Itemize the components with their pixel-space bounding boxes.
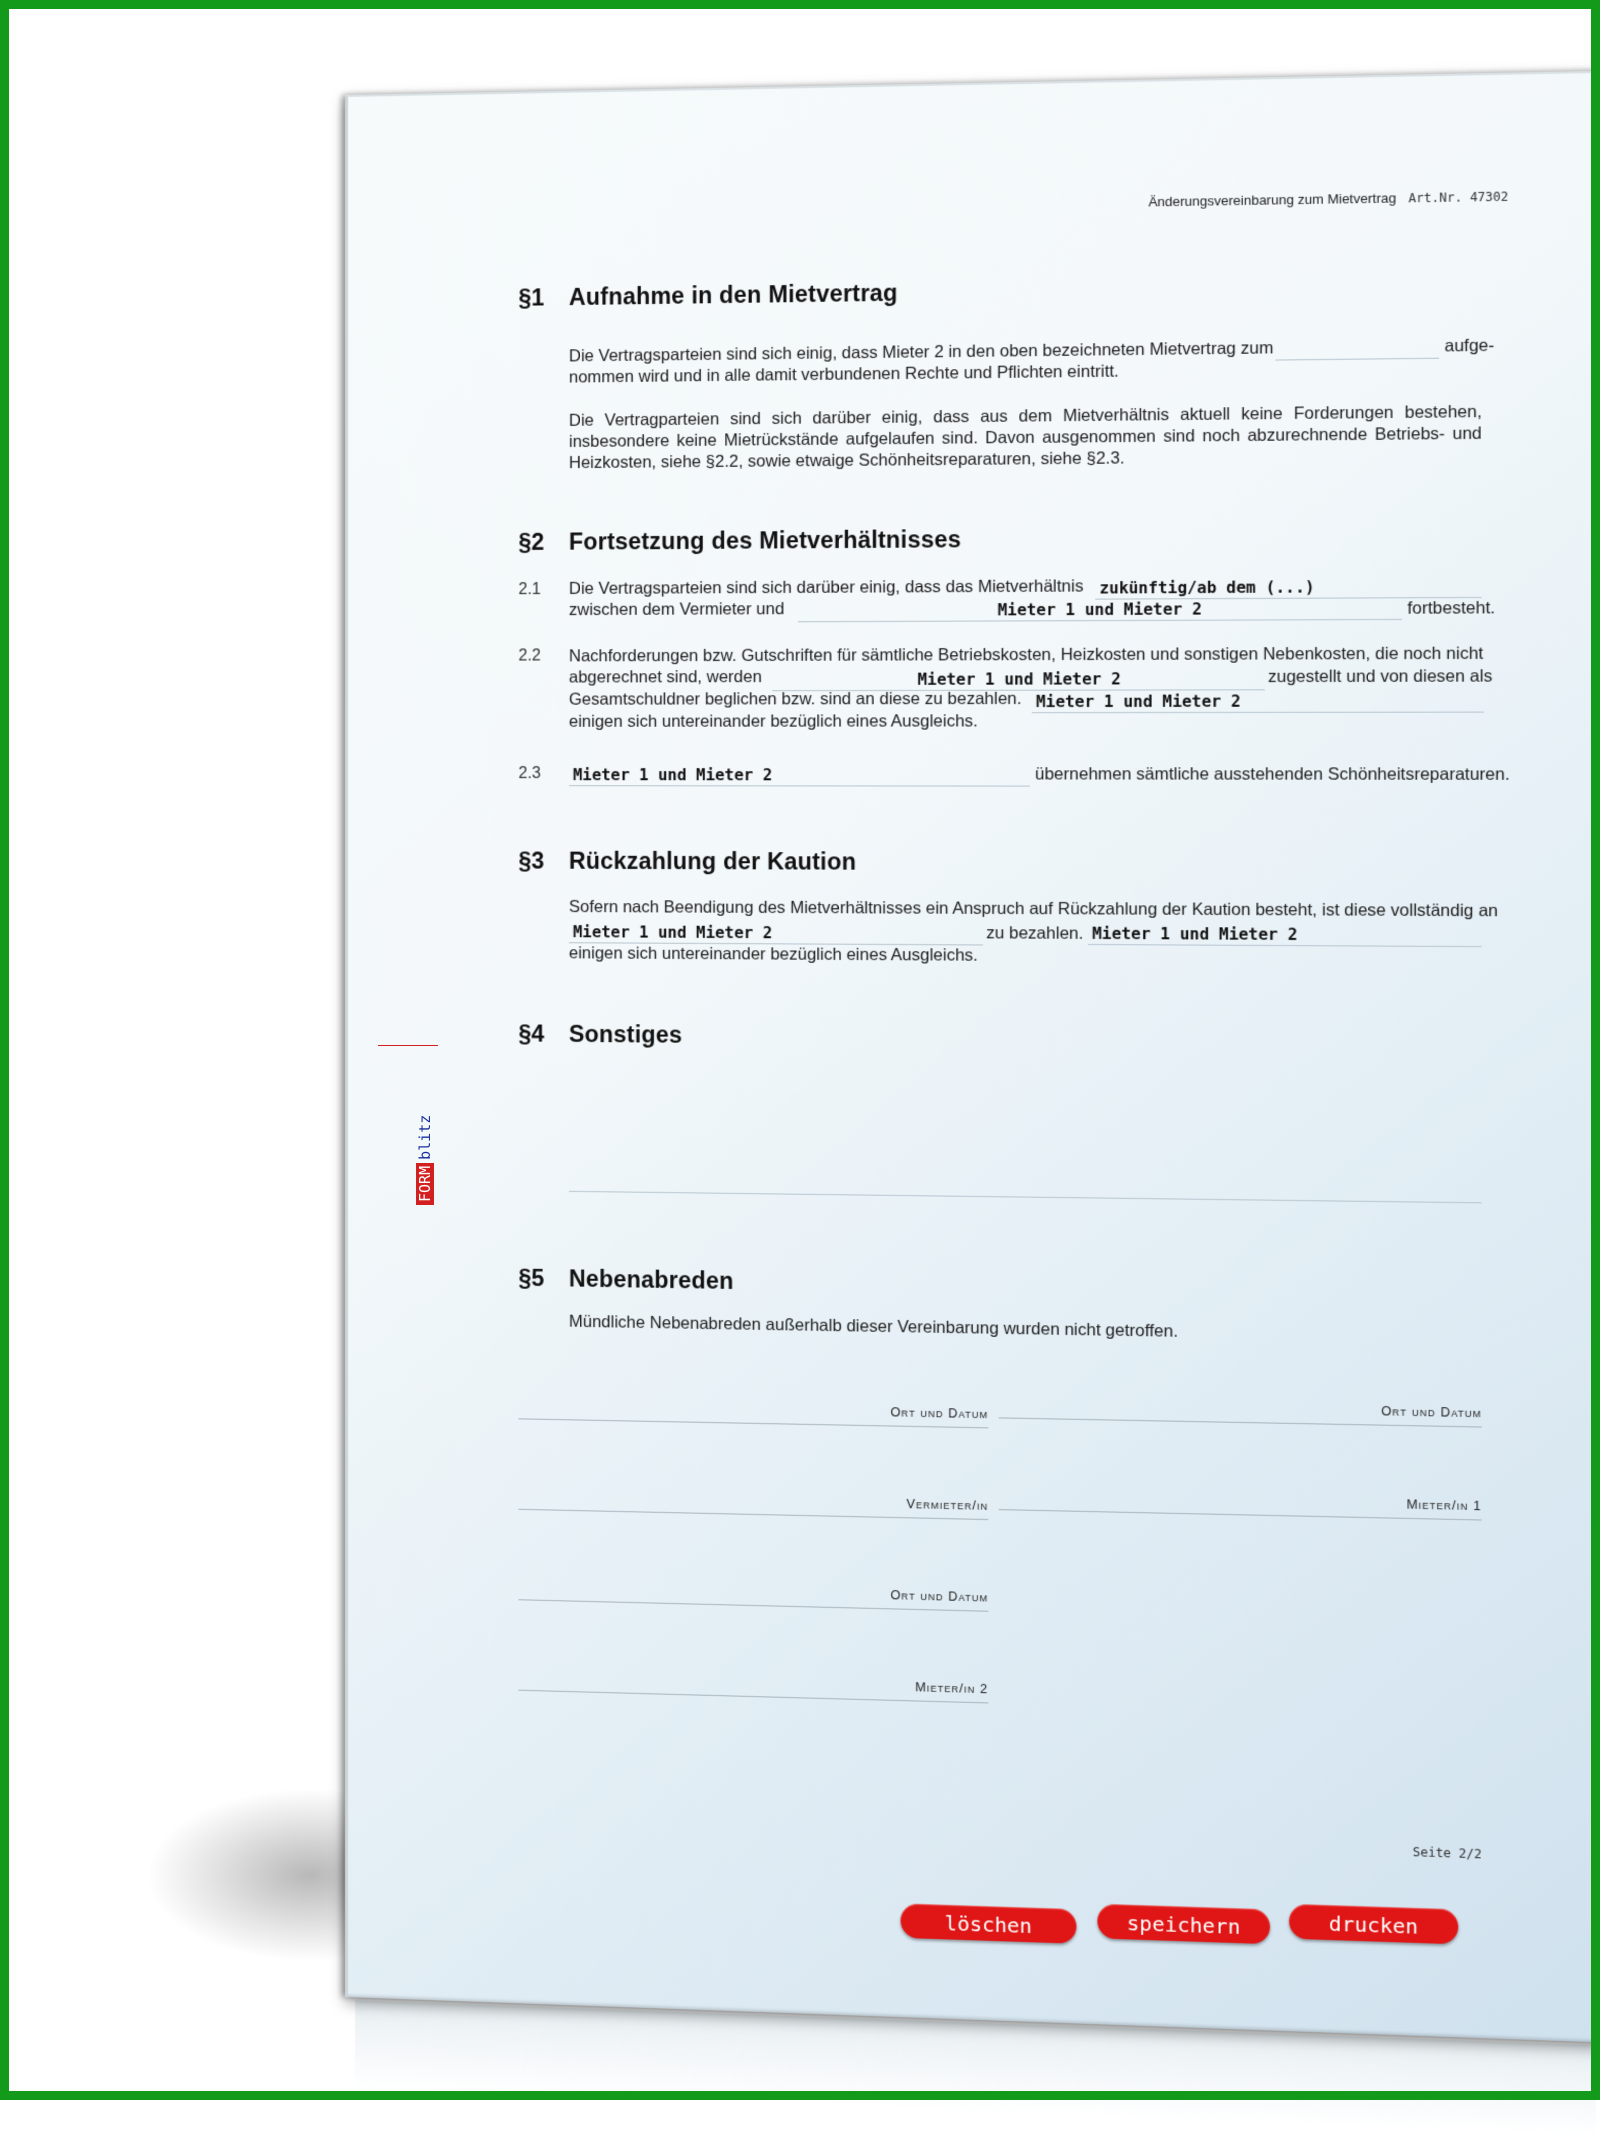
document-header: [1148, 188, 1508, 209]
section-number: §3: [518, 847, 545, 874]
section-title: Nebenabreden: [568, 1265, 734, 1295]
logo-rule: [378, 1045, 438, 1046]
s2-2-text-d: Gesamtschuldner beglichen bzw. sind an diese zu bezahlen.: [568, 689, 1022, 709]
section-number: §4: [518, 1020, 545, 1047]
s2-1-text-a: Die Vertragsparteien sind sich darüber einig, dass das Mietverhältnis: [568, 577, 1084, 598]
s4-other-field[interactable]: [569, 1170, 1482, 1204]
s3-text-c: einigen sich untereinander bezüglich eines Ausgleichs.: [568, 944, 978, 965]
s2-2-text-c: zugestellt und von diesen als: [1267, 667, 1493, 687]
section-5-heading: [518, 1265, 733, 1295]
section-1-heading: [518, 279, 897, 311]
signature-label-tenant-1: Mieter/in 1: [1406, 1497, 1482, 1514]
logo-form: FORM: [416, 1163, 434, 1205]
signature-label-landlord: Vermieter/in: [906, 1496, 989, 1513]
section-number: §1: [518, 284, 545, 311]
page-number: Seite 2/2: [1412, 1844, 1482, 1862]
section-2-heading: [518, 526, 961, 556]
s2-1-text-c: fortbesteht.: [1407, 598, 1496, 618]
s3-debtors-field[interactable]: Mieter 1 und Mieter 2: [1088, 923, 1482, 948]
signature-label-tenant-2: Mieter/in 2: [915, 1680, 989, 1697]
print-button[interactable]: drucken: [1289, 1904, 1458, 1945]
s1-paragraph-2: Die Vertragparteien sind sich darüber einig, dass aus dem Mietverhältnis aktuell keine Forderungen bestehen, insbesondere keine Mietrückstände aufgelaufen sind. Davon ausgenommen sind noch abzurechnende Betriebs- und Heizkosten, siehe §2.2, sowie etwaige Schönheitsreparaturen, siehe §2.3.: [568, 402, 1482, 473]
delete-button[interactable]: löschen: [901, 1903, 1077, 1944]
s1-text-a: Die Vertragsparteien sind sich einig, dass Mieter 2 in den oben bezeichneten Mietvertrag zum: [568, 339, 1274, 366]
logo-text: [416, 1112, 434, 1205]
section-4-heading: [518, 1020, 682, 1049]
s2-3-text: übernehmen sämtliche ausstehenden Schönheitsreparaturen.: [1034, 765, 1510, 784]
s1-text-c: nommen wird und in alle damit verbundenen Rechte und Pflichten eintritt.: [568, 362, 1119, 387]
section-title: Fortsetzung des Mietverhältnisses: [568, 525, 962, 555]
clause-2-2-number: 2.2: [518, 647, 541, 665]
s2-1-text-b: zwischen dem Vermieter und: [568, 600, 785, 620]
s2-2-text-a: Nachforderungen bzw. Gutschriften für sämtliche Betriebskosten, Heizkosten und sonstigen Nebenkosten, die noch nicht: [568, 644, 1484, 666]
s3-text-b: zu bezahlen.: [986, 924, 1084, 943]
clause-2-1-number: 2.1: [518, 581, 541, 599]
document-page: [345, 71, 1600, 2043]
s2-2-text-e: einigen sich untereinander bezüglich eines Ausgleichs.: [568, 712, 978, 731]
signature-label-place-date-right: Ort und Datum: [1381, 1403, 1482, 1421]
clause-2-3-number: 2.3: [518, 765, 541, 783]
s2-3-tenants-field[interactable]: Mieter 1 und Mieter 2: [569, 764, 1030, 787]
s5-text: Mündliche Nebenabreden außerhalb dieser Vereinbarung wurden nicht getroffen.: [568, 1312, 1179, 1341]
signature-label-place-date-left-2: Ort und Datum: [890, 1588, 989, 1605]
signature-label-place-date-left-1: Ort und Datum: [890, 1405, 989, 1422]
logo-blitz: blitz: [416, 1114, 434, 1160]
s2-2-debtors-field[interactable]: Mieter 1 und Mieter 2: [1032, 690, 1484, 713]
document-title: Änderungsvereinbarung zum Mietvertrag: [1148, 190, 1397, 210]
section-number: §2: [518, 528, 545, 555]
s2-1-date-field[interactable]: zukünftig/ab dem (...): [1095, 575, 1481, 599]
s1-text-b: aufge-: [1444, 336, 1495, 356]
s2-1-tenants-field[interactable]: Mieter 1 und Mieter 2: [798, 597, 1402, 622]
document-page-wrapper: [345, 71, 1600, 2041]
section-number: §5: [518, 1264, 545, 1292]
section-title: Sonstiges: [568, 1020, 683, 1048]
s3-recipients-field[interactable]: Mieter 1 und Mieter 2: [569, 921, 983, 945]
s2-2-text-b: abgerechnet sind, werden: [568, 667, 762, 687]
article-number: Art.Nr. 47302: [1408, 189, 1509, 206]
section-title: Aufnahme in den Mietvertrag: [568, 279, 898, 311]
section-title: Rückzahlung der Kaution: [568, 847, 857, 875]
s2-2-recipients-field[interactable]: Mieter 1 und Mieter 2: [772, 668, 1265, 692]
s3-text-a: Sofern nach Beendigung des Mietverhältnisses ein Anspruch auf Rückzahlung der Kaution besteht, ist diese vollständig an: [568, 897, 1498, 921]
formblitz-logo: [348, 1045, 434, 1215]
save-button[interactable]: speichern: [1097, 1904, 1270, 1945]
s1-date-field[interactable]: [1275, 336, 1439, 361]
section-3-heading: [518, 847, 856, 875]
